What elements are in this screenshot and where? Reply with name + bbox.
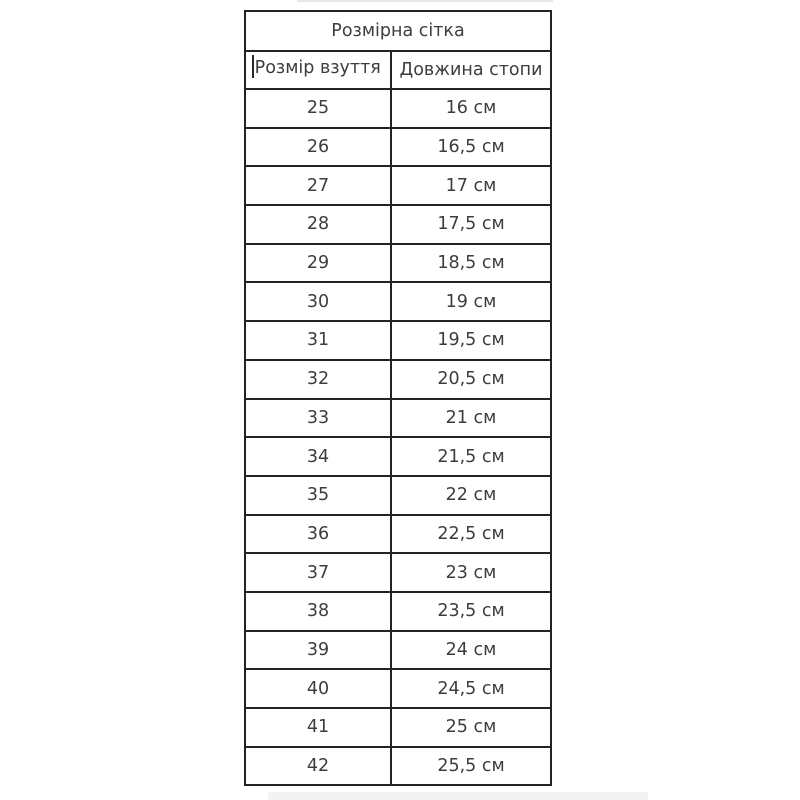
table-row: [245, 553, 551, 592]
shoe-size-cell: 34: [245, 437, 391, 476]
table-row: [245, 476, 551, 515]
shoe-size-cell: 37: [245, 553, 391, 592]
shoe-size-cell: 35: [245, 476, 391, 515]
shoe-size-cell: 41: [245, 708, 391, 747]
column-header-foot-length: Довжина стопи: [391, 51, 551, 89]
table-title: Розмірна сітка: [245, 11, 551, 51]
table-title-row: [245, 11, 551, 51]
foot-length-cell: 18,5 см: [391, 244, 551, 283]
table-row: [245, 128, 551, 167]
shoe-size-cell: 39: [245, 631, 391, 670]
shoe-size-cell: 26: [245, 128, 391, 167]
size-grid-table: [244, 10, 552, 786]
foot-length-cell: 16 см: [391, 89, 551, 128]
foot-length-cell: 19 см: [391, 282, 551, 321]
foot-length-cell: 22 см: [391, 476, 551, 515]
table-row: [245, 708, 551, 747]
table-row: [245, 747, 551, 786]
table-header-row: [245, 51, 551, 89]
shoe-size-cell: 31: [245, 321, 391, 360]
table-row: [245, 244, 551, 283]
shoe-size-cell: 32: [245, 360, 391, 399]
foot-length-cell: 23,5 см: [391, 592, 551, 631]
foot-length-cell: 24,5 см: [391, 669, 551, 708]
shoe-size-cell: 29: [245, 244, 391, 283]
table-row: [245, 360, 551, 399]
foot-length-cell: 19,5 см: [391, 321, 551, 360]
shoe-size-cell: 27: [245, 166, 391, 205]
bottom-edge-artifact: [268, 792, 648, 800]
shoe-size-cell: 40: [245, 669, 391, 708]
column-header-shoe-size: [245, 51, 391, 89]
table-row: [245, 437, 551, 476]
foot-length-cell: 25,5 см: [391, 747, 551, 786]
table-row: [245, 89, 551, 128]
shoe-size-cell: 38: [245, 592, 391, 631]
column-header-shoe-size-label: Розмір взуття: [254, 57, 381, 78]
table-row: [245, 592, 551, 631]
shoe-size-cell: 33: [245, 399, 391, 438]
shoe-size-cell: 25: [245, 89, 391, 128]
foot-length-cell: 24 см: [391, 631, 551, 670]
top-edge-artifact: [297, 0, 553, 2]
foot-length-cell: 21 см: [391, 399, 551, 438]
table-row: [245, 205, 551, 244]
shoe-size-cell: 28: [245, 205, 391, 244]
table-row: [245, 631, 551, 670]
shoe-size-cell: 30: [245, 282, 391, 321]
table-row: [245, 282, 551, 321]
foot-length-cell: 17,5 см: [391, 205, 551, 244]
foot-length-cell: 21,5 см: [391, 437, 551, 476]
shoe-size-cell: 42: [245, 747, 391, 786]
table-row: [245, 321, 551, 360]
foot-length-cell: 16,5 см: [391, 128, 551, 167]
foot-length-cell: 17 см: [391, 166, 551, 205]
foot-length-cell: 25 см: [391, 708, 551, 747]
table-row: [245, 669, 551, 708]
text-cursor: [252, 55, 254, 78]
foot-length-cell: 20,5 см: [391, 360, 551, 399]
table-row: [245, 166, 551, 205]
foot-length-cell: 22,5 см: [391, 515, 551, 554]
table-row: [245, 399, 551, 438]
table-row: [245, 515, 551, 554]
foot-length-cell: 23 см: [391, 553, 551, 592]
shoe-size-cell: 36: [245, 515, 391, 554]
